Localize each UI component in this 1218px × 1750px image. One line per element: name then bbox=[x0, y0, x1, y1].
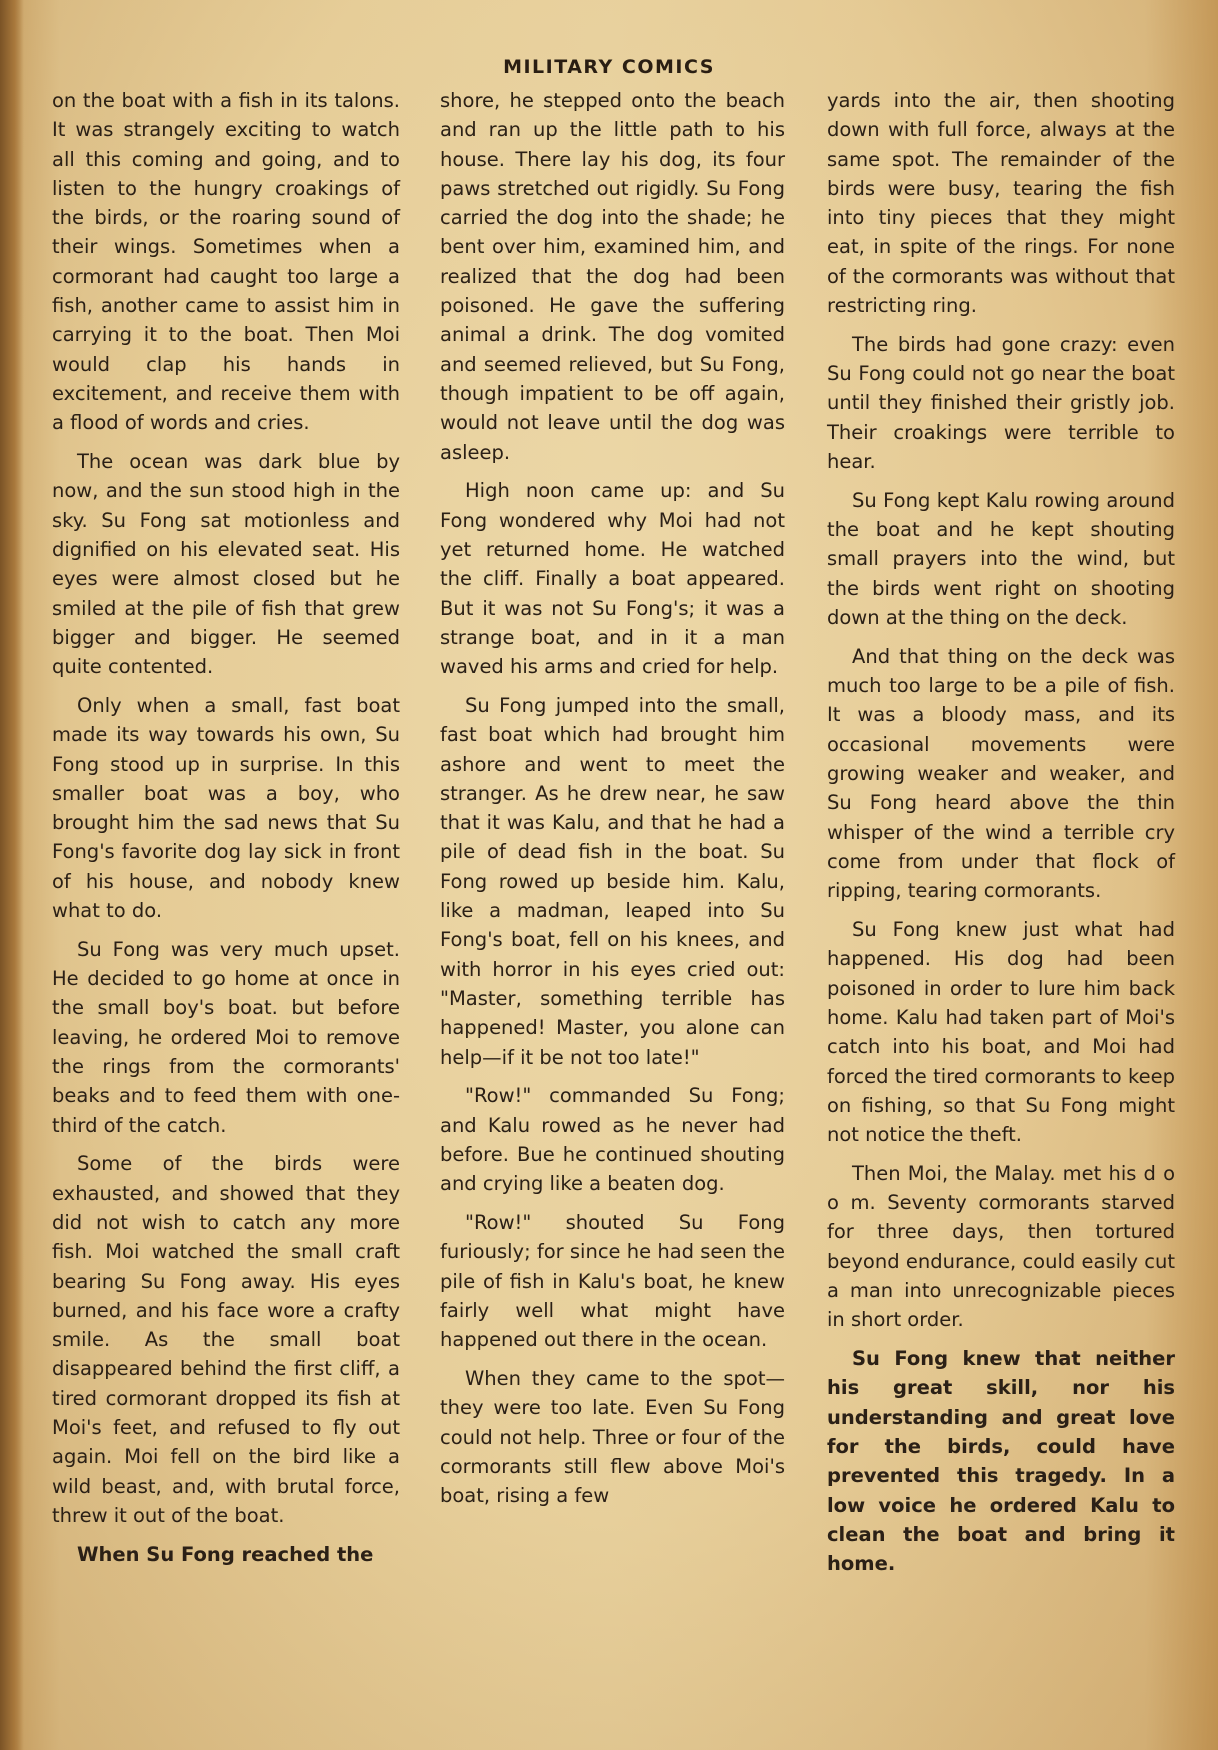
paragraph: When Su Fong reached the bbox=[77, 1542, 374, 1566]
paragraph: Only when a small, fast boat made its way towards his own, Su Fong stood up in surprise. In this smaller boat was a boy, who brought him the sad news that Su Fong's favorite dog lay sick in front of his house, and nobody knew what to do. bbox=[52, 693, 400, 923]
paragraph: When they came to the spot—they were too late. Even Su Fong could not help. Three or four of the cormorants still flew above Moi's boat, rising a few bbox=[440, 1366, 785, 1508]
paragraph: The birds had gone crazy: even Su Fong could not go near the boat until they finished their gristly job. Their croakings were terrible to hear. bbox=[827, 332, 1175, 474]
page-binding-edge bbox=[0, 0, 24, 1750]
text-column-2 bbox=[440, 86, 785, 1520]
paragraph: Su Fong knew just what had happened. His dog had been poisoned in order to lure him back home. Kalu had taken part of Moi's catch into his boat, and Moi had forced the tired cormorants to keep on fishing, so that Su Fong might not notice the theft. bbox=[827, 918, 1175, 1147]
text-column-3 bbox=[827, 86, 1175, 1588]
paragraph: Su Fong kept Kalu rowing around the boat and he kept shouting small prayers into the wind, but the birds went right on shooting down at the thing on the deck. bbox=[827, 488, 1175, 630]
paragraph: on the boat with a fish in its talons. It was strangely exciting to watch all this coming and going, and to listen to the hungry croakings of the birds, or the roaring sound of their wings. Sometimes when a cormorant had caught too large a fish, another came to assist him in carrying it to the boat. Then Moi would clap his hands in excitement, and receive them with a flood of words and cries. bbox=[52, 89, 400, 435]
paragraph: "Row!" commanded Su Fong; and Kalu rowed as he never had before. Bue he continued shouting and crying like a beaten dog. bbox=[440, 1084, 785, 1196]
paragraph: Su Fong knew that neither his great skill, nor his understanding and great love for the birds, could have prevented this tragedy. In a low voice he ordered Kalu to clean the boat and bring it home. bbox=[827, 1347, 1175, 1576]
running-head: MILITARY COMICS bbox=[503, 56, 715, 78]
text-column-1 bbox=[52, 86, 400, 1579]
paragraph: "Row!" shouted Su Fong furiously; for since he had seen the pile of fish in Kalu's boat, he knew fairly well what might have happened out there in the ocean. bbox=[440, 1210, 785, 1352]
paragraph: High noon came up: and Su Fong wondered why Moi had not yet returned home. He watched the cliff. Finally a boat appeared. But it was not Su Fong's; it was a strange boat, and in it a man waved his arms and cried for help. bbox=[440, 479, 785, 679]
paragraph: shore, he stepped onto the beach and ran up the little path to his house. There lay his dog, its four paws stretched out rigidly. Su Fong carried the dog into the shade; he bent over him, examined him, and realized that the dog had been poisoned. He gave the suffering animal a drink. The dog vomited and seemed relieved, but Su Fong, though impatient to be off again, would not leave until the dog was asleep. bbox=[440, 89, 785, 464]
paragraph: Su Fong jumped into the small, fast boat which had brought him ashore and went to meet the stranger. As he drew near, he saw that it was Kalu, and that he had a pile of dead fish in the boat. Su Fong rowed up beside him. Kalu, like a madman, leaped into Su Fong's boat, fell on his knees, and with horror in his eyes cried out: "Master, something terrible has happened! Master, you alone can help—if it be not too late!" bbox=[440, 693, 785, 1069]
paragraph: Some of the birds were exhausted, and showed that they did not wish to catch any more fish. Moi watched the small craft bearing Su Fong away. His eyes burned, and his face wore a crafty smile. As the small boat disappeared behind the first cliff, a tired cormorant dropped its fish at Moi's feet, and refused to fly out again. Moi fell on the bird like a wild beast, and, with brutal force, threw it out of the boat. bbox=[52, 1152, 400, 1527]
paragraph: yards into the air, then shooting down with full force, always at the same spot. The remainder of the birds were busy, tearing the fish into tiny pieces that they might eat, in spite of the rings. For none of the cormorants was without that restricting ring. bbox=[827, 89, 1175, 318]
paragraph: Then Moi, the Malay. met his d o o m. Seventy cormorants starved for three days, then tortured beyond endurance, could easily cut a man into unrecognizable pieces in short order. bbox=[827, 1161, 1175, 1332]
paragraph: Su Fong was very much upset. He decided to go home at once in the small boy's boat. but before leaving, he ordered Moi to remove the rings from the cormorants' beaks and to feed them with one-third of the catch. bbox=[52, 937, 400, 1137]
paragraph: The ocean was dark blue by now, and the sun stood high in the sky. Su Fong sat motionless and dignified on his elevated seat. His eyes were almost closed but he smiled at the pile of fish that grew bigger and bigger. He seemed quite contented. bbox=[52, 450, 400, 679]
paragraph: And that thing on the deck was much too large to be a pile of fish. It was a bloody mass, and its occasional movements were growing weaker and weaker, and Su Fong heard above the thin whisper of the wind a terrible cry come from under that flock of ripping, tearing cormorants. bbox=[827, 644, 1175, 903]
